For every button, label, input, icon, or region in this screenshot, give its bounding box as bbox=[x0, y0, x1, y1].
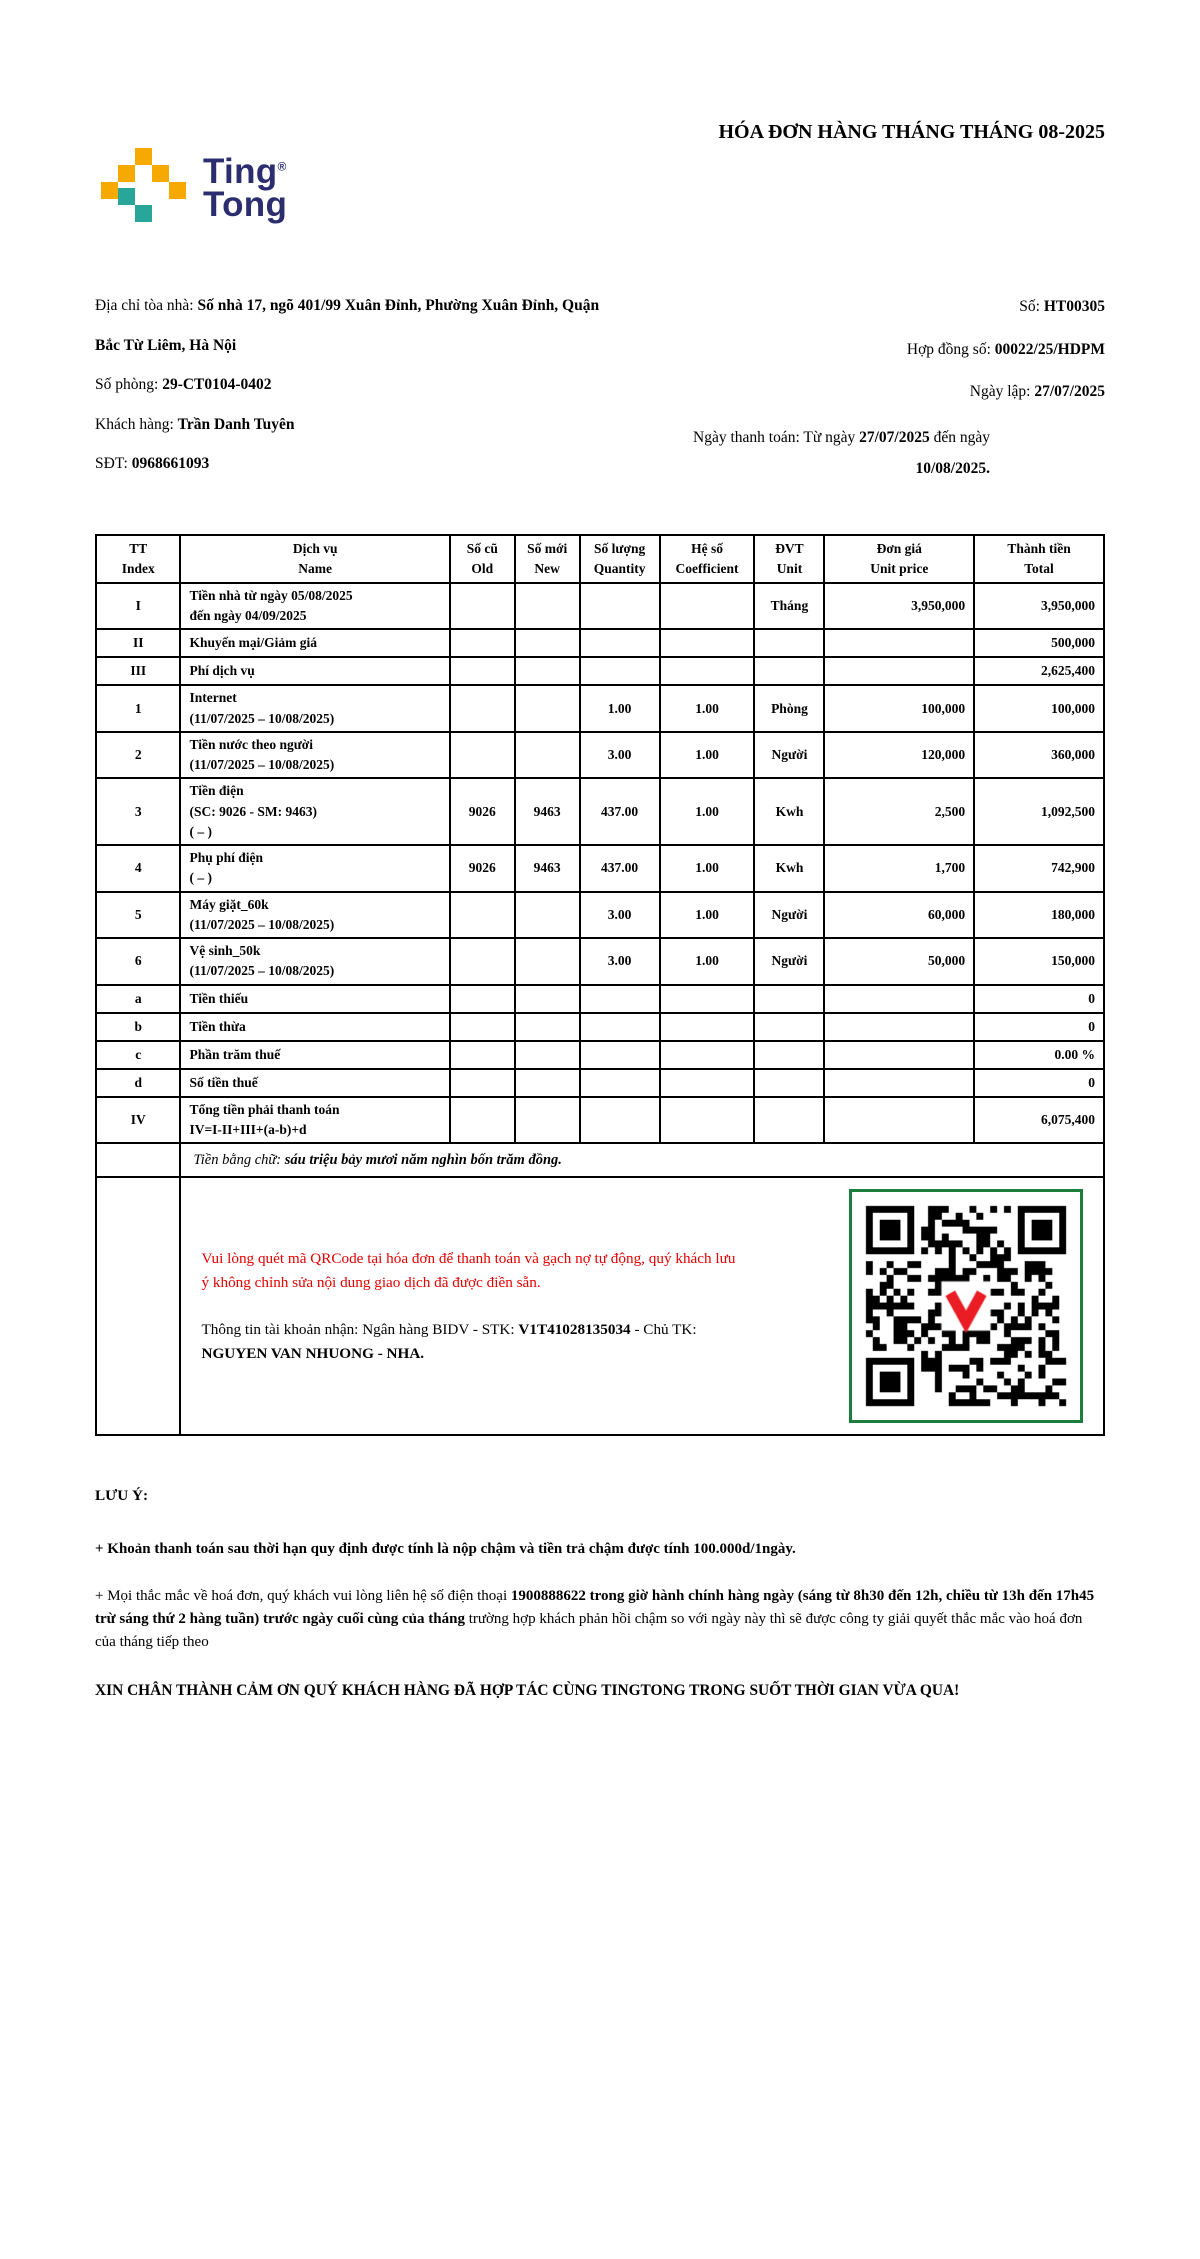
new-reading-cell bbox=[515, 657, 580, 685]
service-name-cell: Tiền nước theo người (11/07/2025 – 10/08/2025) bbox=[180, 732, 449, 779]
table-row bbox=[96, 583, 1104, 630]
coefficient-cell: 1.00 bbox=[660, 778, 755, 845]
coefficient-cell bbox=[660, 629, 755, 657]
unit-cell bbox=[754, 1041, 824, 1069]
unit-price-cell: 1,700 bbox=[824, 845, 974, 892]
old-reading-cell bbox=[450, 629, 515, 657]
total-cell: 100,000 bbox=[974, 685, 1104, 732]
coefficient-cell: 1.00 bbox=[660, 732, 755, 779]
service-name-cell: Phí dịch vụ bbox=[180, 657, 449, 685]
empty-index-cell bbox=[96, 1177, 180, 1435]
row-index-cell: II bbox=[96, 629, 180, 657]
unit-cell: Kwh bbox=[754, 778, 824, 845]
quantity-cell: 437.00 bbox=[580, 845, 660, 892]
issue-date-line: Ngày lập: 27/07/2025 bbox=[969, 383, 1105, 401]
service-name-cell: Phần trăm thuế bbox=[180, 1041, 449, 1069]
row-index-cell: a bbox=[96, 985, 180, 1013]
coefficient-cell bbox=[660, 1097, 755, 1144]
quantity-cell bbox=[580, 1069, 660, 1097]
brand-logo bbox=[101, 148, 287, 228]
total-cell: 180,000 bbox=[974, 892, 1104, 939]
coefficient-cell bbox=[660, 1013, 755, 1041]
table-row bbox=[96, 657, 1104, 685]
total-cell: 500,000 bbox=[974, 629, 1104, 657]
row-index-cell: 4 bbox=[96, 845, 180, 892]
service-name-cell: Máy giặt_60k (11/07/2025 – 10/08/2025) bbox=[180, 892, 449, 939]
service-name-cell: Khuyến mại/Giảm giá bbox=[180, 629, 449, 657]
total-cell: 0 bbox=[974, 1069, 1104, 1097]
coefficient-cell bbox=[660, 657, 755, 685]
row-index-cell: 2 bbox=[96, 732, 180, 779]
old-reading-cell bbox=[450, 892, 515, 939]
quantity-cell: 3.00 bbox=[580, 732, 660, 779]
customer-line: Khách hàng: Trần Danh Tuyên bbox=[95, 415, 295, 433]
new-reading-cell bbox=[515, 685, 580, 732]
coefficient-cell bbox=[660, 583, 755, 630]
row-index-cell: IV bbox=[96, 1097, 180, 1144]
column-header: Thành tiền Total bbox=[974, 535, 1104, 583]
total-cell: 742,900 bbox=[974, 845, 1104, 892]
coefficient-cell: 1.00 bbox=[660, 938, 755, 985]
qr-row bbox=[96, 1177, 1104, 1435]
unit-cell bbox=[754, 1097, 824, 1144]
amount-in-words-row bbox=[96, 1143, 1104, 1177]
info-section bbox=[95, 286, 1105, 484]
row-index-cell: b bbox=[96, 1013, 180, 1041]
new-reading-cell bbox=[515, 1069, 580, 1097]
old-reading-cell bbox=[450, 685, 515, 732]
quantity-cell bbox=[580, 1013, 660, 1041]
total-cell: 6,075,400 bbox=[974, 1097, 1104, 1144]
service-name-cell: Tổng tiền phải thanh toán IV=I-II+III+(a-b)+d bbox=[180, 1097, 449, 1144]
unit-cell: Người bbox=[754, 892, 824, 939]
service-name-cell: Phụ phí điện ( – ) bbox=[180, 845, 449, 892]
service-name-cell: Vệ sinh_50k (11/07/2025 – 10/08/2025) bbox=[180, 938, 449, 985]
row-index-cell: 1 bbox=[96, 685, 180, 732]
old-reading-cell: 9026 bbox=[450, 845, 515, 892]
invoice-title: HÓA ĐƠN HÀNG THÁNG THÁNG 08-2025 bbox=[718, 121, 1105, 143]
table-row bbox=[96, 1041, 1104, 1069]
column-header: Dịch vụ Name bbox=[180, 535, 449, 583]
table-row bbox=[96, 845, 1104, 892]
total-cell: 2,625,400 bbox=[974, 657, 1104, 685]
unit-price-cell bbox=[824, 1069, 974, 1097]
table-row bbox=[96, 732, 1104, 779]
unit-price-cell bbox=[824, 1097, 974, 1144]
table-row bbox=[96, 1097, 1104, 1144]
coefficient-cell: 1.00 bbox=[660, 892, 755, 939]
new-reading-cell bbox=[515, 1097, 580, 1144]
new-reading-cell bbox=[515, 732, 580, 779]
column-header: Đơn giá Unit price bbox=[824, 535, 974, 583]
coefficient-cell: 1.00 bbox=[660, 845, 755, 892]
old-reading-cell bbox=[450, 938, 515, 985]
quantity-cell: 1.00 bbox=[580, 685, 660, 732]
hotline-note: + Mọi thắc mắc về hoá đơn, quý khách vui lòng liên hệ số điện thoại 1900888622 trong giờ hành chính hàng ngày (sáng từ 8h30 đến 12h, chiều từ 13h đến 17h45 trừ sáng thứ 2 hàng tuần) trước ngày cuối cùng của tháng trường hợp khách phản hồi chậm so với ngày này thì sẽ được công ty giải quyết thắc mắc vào hoá đơn của tháng tiếp theo bbox=[95, 1587, 1095, 1651]
new-reading-cell: 9463 bbox=[515, 778, 580, 845]
old-reading-cell bbox=[450, 1041, 515, 1069]
unit-price-cell bbox=[824, 657, 974, 685]
service-name-cell: Tiền thiếu bbox=[180, 985, 449, 1013]
registered-mark: ® bbox=[277, 159, 287, 174]
qr-code-canvas bbox=[858, 1198, 1074, 1414]
unit-cell: Người bbox=[754, 732, 824, 779]
row-index-cell: 5 bbox=[96, 892, 180, 939]
coefficient-cell bbox=[660, 1041, 755, 1069]
phone-line: SĐT: 0968661093 bbox=[95, 455, 210, 473]
unit-cell: Kwh bbox=[754, 845, 824, 892]
new-reading-cell bbox=[515, 938, 580, 985]
old-reading-cell bbox=[450, 732, 515, 779]
service-name-cell: Số tiền thuế bbox=[180, 1069, 449, 1097]
unit-price-cell: 2,500 bbox=[824, 778, 974, 845]
row-index-cell: d bbox=[96, 1069, 180, 1097]
quantity-cell bbox=[580, 629, 660, 657]
new-reading-cell bbox=[515, 1013, 580, 1041]
old-reading-cell bbox=[450, 1013, 515, 1041]
info-left bbox=[95, 286, 600, 484]
service-name-cell: Tiền điện (SC: 9026 - SM: 9463) ( – ) bbox=[180, 778, 449, 845]
old-reading-cell bbox=[450, 583, 515, 630]
total-cell: 360,000 bbox=[974, 732, 1104, 779]
invoice-number-line: Số: HT00305 bbox=[1019, 298, 1105, 315]
quantity-cell: 3.00 bbox=[580, 892, 660, 939]
unit-cell bbox=[754, 1013, 824, 1041]
qr-text-block bbox=[193, 1247, 738, 1365]
brand-name: Ting® Tong bbox=[203, 151, 288, 224]
service-name-cell: Tiền nhà từ ngày 05/08/2025 đến ngày 04/09/2025 bbox=[180, 583, 449, 630]
contract-number-line: Hợp đồng số: 00022/25/HDPM bbox=[906, 340, 1105, 358]
table-row bbox=[96, 629, 1104, 657]
qr-payment-notice: Vui lòng quét mã QRCode tại hóa đơn để thanh toán và gạch nợ tự động, quý khách lưu ý không chỉnh sửa nội dung giao dịch đã được điền sẵn. bbox=[201, 1250, 736, 1291]
quantity-cell bbox=[580, 1097, 660, 1144]
qr-content-cell bbox=[180, 1177, 1104, 1435]
column-header: Hệ số Coefficient bbox=[660, 535, 755, 583]
total-cell: 150,000 bbox=[974, 938, 1104, 985]
table-row bbox=[96, 985, 1104, 1013]
unit-cell: Phòng bbox=[754, 685, 824, 732]
old-reading-cell bbox=[450, 1069, 515, 1097]
table-row bbox=[96, 1013, 1104, 1041]
header bbox=[95, 108, 1105, 228]
table-header-row bbox=[96, 535, 1104, 583]
late-payment-note: + Khoản thanh toán sau thời hạn quy định được tính là nộp chậm và tiền trả chậm được tính 100.000d/1ngày. bbox=[95, 1540, 796, 1557]
thank-you-note: XIN CHÂN THÀNH CẢM ƠN QUÝ KHÁCH HÀNG ĐÃ HỢP TÁC CÙNG TINGTONG TRONG SUỐT THỜI GIAN VỪA QUA! bbox=[95, 1681, 960, 1699]
quantity-cell bbox=[580, 657, 660, 685]
column-header: Số cũ Old bbox=[450, 535, 515, 583]
unit-cell bbox=[754, 1069, 824, 1097]
info-right bbox=[635, 286, 1105, 484]
unit-price-cell bbox=[824, 1013, 974, 1041]
unit-cell bbox=[754, 985, 824, 1013]
table-row bbox=[96, 1069, 1104, 1097]
coefficient-cell bbox=[660, 985, 755, 1013]
unit-price-cell bbox=[824, 1041, 974, 1069]
notes-section bbox=[95, 1484, 1105, 1703]
total-cell: 3,950,000 bbox=[974, 583, 1104, 630]
table-row bbox=[96, 892, 1104, 939]
payment-period-line: Ngày thanh toán: Từ ngày 27/07/2025 đến ngày 10/08/2025. bbox=[693, 428, 990, 477]
old-reading-cell bbox=[450, 985, 515, 1013]
quantity-cell bbox=[580, 985, 660, 1013]
quantity-cell: 437.00 bbox=[580, 778, 660, 845]
unit-cell: Tháng bbox=[754, 583, 824, 630]
new-reading-cell bbox=[515, 892, 580, 939]
unit-price-cell: 3,950,000 bbox=[824, 583, 974, 630]
row-index-cell: III bbox=[96, 657, 180, 685]
total-cell: 0.00 % bbox=[974, 1041, 1104, 1069]
coefficient-cell bbox=[660, 1069, 755, 1097]
new-reading-cell bbox=[515, 1041, 580, 1069]
unit-cell bbox=[754, 657, 824, 685]
unit-price-cell: 50,000 bbox=[824, 938, 974, 985]
old-reading-cell bbox=[450, 657, 515, 685]
qr-account-info: Thông tin tài khoản nhận: Ngân hàng BIDV - STK: V1T41028135034 - Chủ TK: NGUYEN VAN NHUONG - NHA. bbox=[201, 1321, 697, 1362]
unit-price-cell bbox=[824, 985, 974, 1013]
column-header: Số lượng Quantity bbox=[580, 535, 660, 583]
qr-code bbox=[849, 1189, 1083, 1423]
column-header: Số mới New bbox=[515, 535, 580, 583]
unit-price-cell: 60,000 bbox=[824, 892, 974, 939]
column-header: ĐVT Unit bbox=[754, 535, 824, 583]
row-index-cell: 3 bbox=[96, 778, 180, 845]
old-reading-cell bbox=[450, 1097, 515, 1144]
new-reading-cell bbox=[515, 583, 580, 630]
row-index-cell: 6 bbox=[96, 938, 180, 985]
total-cell: 0 bbox=[974, 985, 1104, 1013]
empty-index-cell bbox=[96, 1143, 180, 1177]
quantity-cell bbox=[580, 583, 660, 630]
unit-price-cell bbox=[824, 629, 974, 657]
notes-heading: LƯU Ý: bbox=[95, 1487, 149, 1505]
new-reading-cell bbox=[515, 629, 580, 657]
table-row bbox=[96, 778, 1104, 845]
invoice-table bbox=[95, 534, 1105, 1436]
table-row bbox=[96, 938, 1104, 985]
service-name-cell: Internet (11/07/2025 – 10/08/2025) bbox=[180, 685, 449, 732]
unit-cell bbox=[754, 629, 824, 657]
room-number-line: Số phòng: 29-CT0104-0402 bbox=[95, 376, 272, 394]
new-reading-cell: 9463 bbox=[515, 845, 580, 892]
column-header: TT Index bbox=[96, 535, 180, 583]
building-address-line: Địa chỉ tòa nhà: Số nhà 17, ngõ 401/99 Xuân Đỉnh, Phường Xuân Đỉnh, Quận Bắc Từ Liêm, Hà Nội bbox=[95, 297, 600, 354]
unit-price-cell: 120,000 bbox=[824, 732, 974, 779]
total-cell: 0 bbox=[974, 1013, 1104, 1041]
quantity-cell: 3.00 bbox=[580, 938, 660, 985]
new-reading-cell bbox=[515, 985, 580, 1013]
amount-in-words-cell: Tiền bằng chữ: sáu triệu bảy mươi năm nghìn bốn trăm đồng. bbox=[180, 1143, 1104, 1177]
service-name-cell: Tiền thừa bbox=[180, 1013, 449, 1041]
coefficient-cell: 1.00 bbox=[660, 685, 755, 732]
quantity-cell bbox=[580, 1041, 660, 1069]
old-reading-cell: 9026 bbox=[450, 778, 515, 845]
row-index-cell: c bbox=[96, 1041, 180, 1069]
total-cell: 1,092,500 bbox=[974, 778, 1104, 845]
tingtong-pixel-icon bbox=[101, 148, 187, 228]
unit-cell: Người bbox=[754, 938, 824, 985]
invoice-table-body bbox=[96, 583, 1104, 1143]
table-row bbox=[96, 685, 1104, 732]
unit-price-cell: 100,000 bbox=[824, 685, 974, 732]
row-index-cell: I bbox=[96, 583, 180, 630]
